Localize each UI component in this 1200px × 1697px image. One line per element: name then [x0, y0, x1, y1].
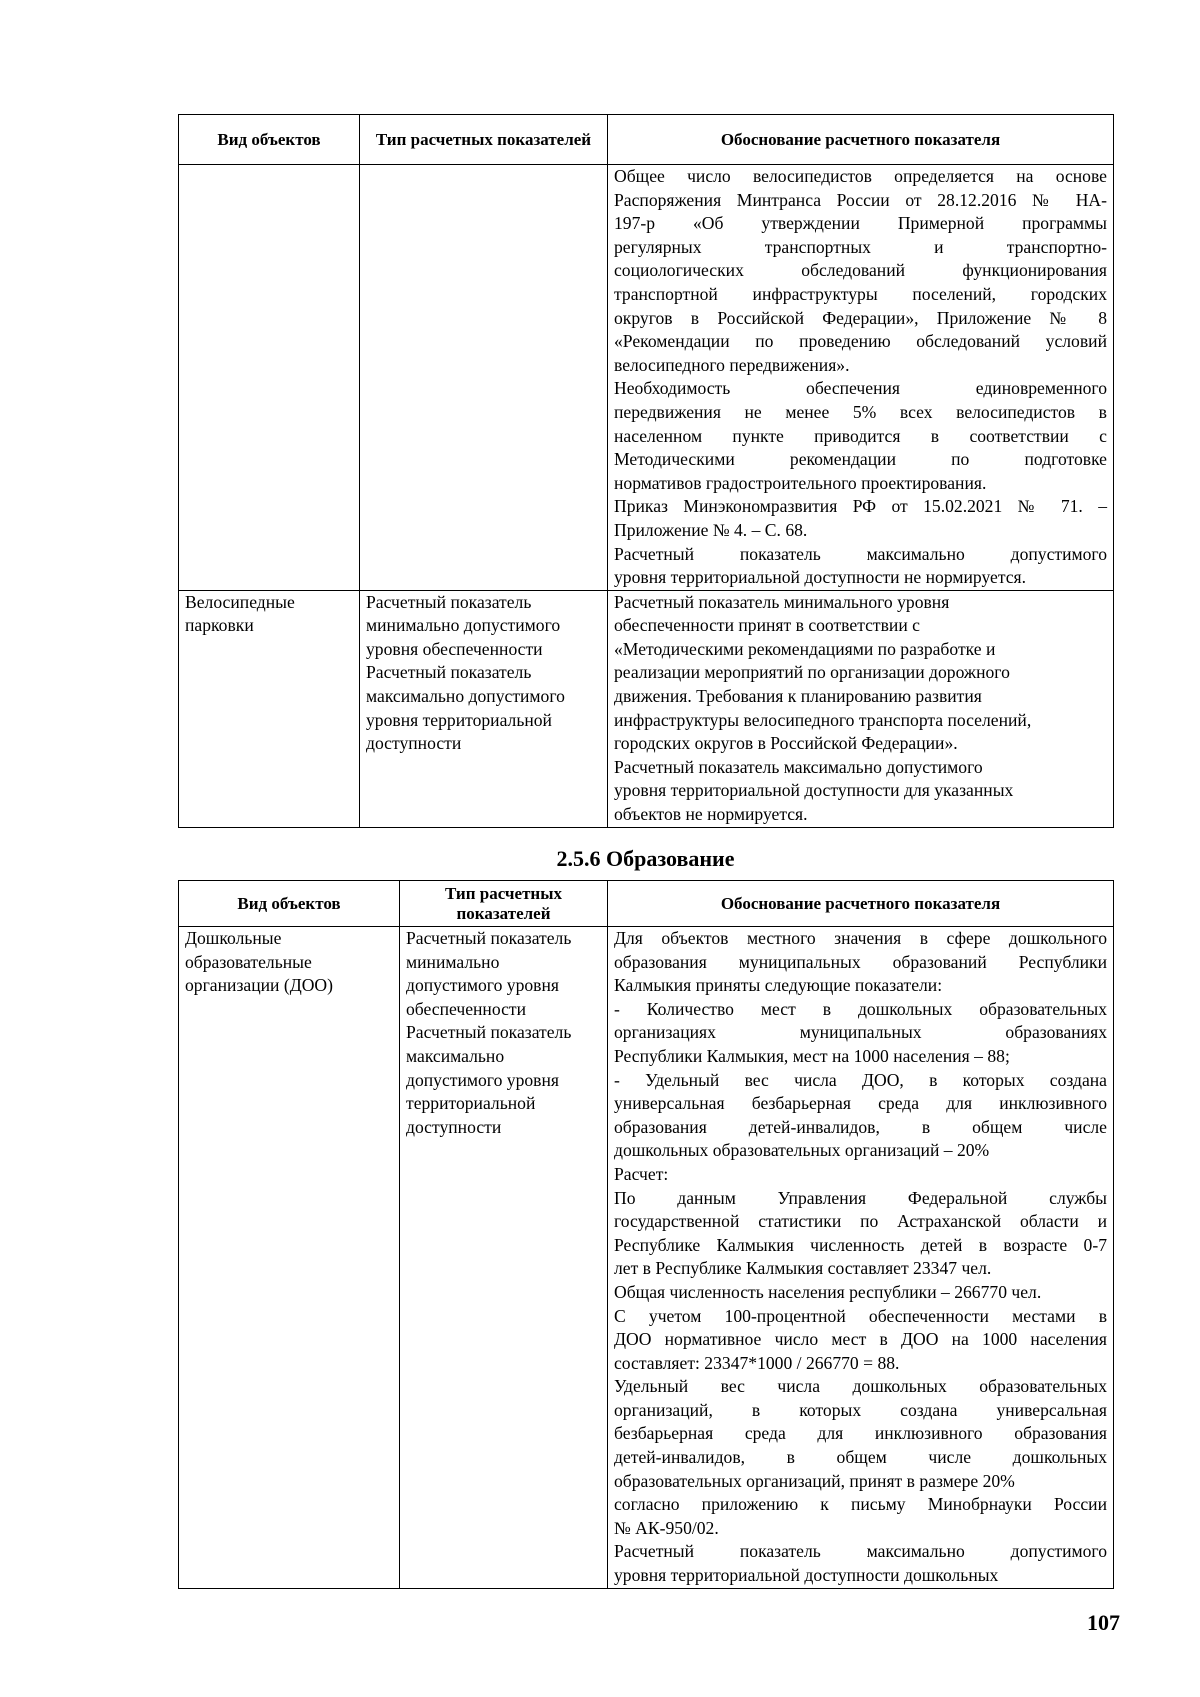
text-line: территориальной — [406, 1093, 536, 1114]
text-line: Распоряжения Минтранса России от 28.12.2016 № НА- — [614, 189, 1107, 210]
text-line: универсальная безбарьерная среда для инклюзивного — [614, 1093, 1107, 1114]
text-line: Республике Калмыкия численность детей в возрасте 0-7 — [614, 1234, 1107, 1255]
cell-justification — [608, 927, 1114, 1589]
text-line: Методическими рекомендации по подготовке — [614, 449, 1107, 470]
text-line: уровня территориальной — [366, 709, 552, 730]
indicators-table-education — [178, 880, 1114, 1589]
text-line: Расчетный показатель максимально допустимого — [614, 543, 1107, 564]
text-line: дошкольных образовательных организаций – 20% — [614, 1140, 990, 1161]
text-line: регулярных транспортных и транспортно- — [614, 236, 1107, 257]
text-line: передвижения не менее 5% всех велосипедистов в — [614, 401, 1107, 422]
text-line: ДОО нормативное число мест в ДОО на 1000 населения — [614, 1329, 1107, 1350]
header-object-type: Вид объектов — [179, 881, 400, 927]
text-line: Расчетный показатель — [366, 591, 532, 612]
text-line: минимально — [406, 951, 500, 972]
text-line: Удельный вес числа дошкольных образовательных — [614, 1376, 1107, 1397]
text-line: «Рекомендации по проведению обследований условий — [614, 331, 1107, 352]
text-line: безбарьерная среда для инклюзивного образования — [614, 1423, 1107, 1444]
page-number: 107 — [1087, 1610, 1120, 1635]
text-line: минимально допустимого — [366, 615, 561, 636]
table-row — [179, 165, 1114, 591]
table-header-row — [179, 115, 1114, 165]
header-indicator-type: Тип расчетных показателей — [360, 115, 608, 165]
text-line: Общее число велосипедистов определяется на основе — [614, 166, 1107, 186]
section-heading: 2.5.6 Образование — [556, 846, 735, 871]
indicator-type-text — [406, 927, 601, 1139]
text-line: максимально допустимого — [366, 686, 565, 707]
header-indicator-type: Тип расчетных показателей — [400, 881, 608, 927]
indicator-type-text — [366, 591, 601, 756]
text-line: Расчетный показатель максимально допустимого — [614, 1541, 1107, 1562]
text-line: уровня территориальной доступности для указанных — [614, 780, 1014, 801]
indicators-table-cycling — [178, 114, 1114, 828]
text-line: организации (ДОО) — [185, 975, 333, 996]
text-line: Велосипедные — [185, 591, 295, 612]
text-line: 197-р «Об утверждении Примерной программы — [614, 213, 1107, 234]
table-header-row — [179, 881, 1114, 927]
text-line: - Удельный вес числа ДОО, в которых создана — [614, 1069, 1107, 1090]
table-row — [179, 927, 1114, 1589]
text-line: социологических обследований функционирования — [614, 260, 1107, 281]
text-line: Общая численность населения республики – 266770 чел. — [614, 1281, 1042, 1302]
text-line: образовательных организаций, принят в размере 20% — [614, 1470, 1015, 1491]
text-line: детей-инвалидов, в общем числе дошкольных — [614, 1447, 1107, 1468]
justification-text — [614, 165, 1107, 590]
header-justification: Обоснование расчетного показателя — [608, 115, 1114, 165]
text-line: велосипедного передвижения». — [614, 354, 850, 375]
text-line: Для объектов местного значения в сфере дошкольного — [614, 928, 1107, 948]
cell-justification — [608, 590, 1114, 827]
text-line: образования муниципальных образований Республики — [614, 951, 1107, 972]
text-line: Приложение № 4. – С. 68. — [614, 519, 808, 540]
cell-object-type — [179, 927, 400, 1589]
text-line: инфраструктуры велосипедного транспорта поселений, — [614, 709, 1032, 730]
text-line: Расчет: — [614, 1163, 669, 1184]
text-line: обеспеченности принят в соответствии с — [614, 615, 920, 636]
text-line: допустимого уровня — [406, 975, 559, 996]
text-line: объектов не нормируется. — [614, 804, 808, 825]
text-line: реализации мероприятий по организации дорожного — [614, 662, 1010, 683]
text-line: составляет: 23347*1000 / 266770 = 88. — [614, 1352, 900, 1373]
header-justification: Обоснование расчетного показателя — [608, 881, 1114, 927]
text-line: государственной статистики по Астраханской области и — [614, 1211, 1107, 1232]
text-line: уровня обеспеченности — [366, 638, 543, 659]
text-line: Республики Калмыкия, мест на 1000 населения – 88; — [614, 1045, 1010, 1066]
text-line: округов в Российской Федерации», Приложение № 8 — [614, 307, 1107, 328]
cell-object-type — [179, 590, 360, 827]
text-line: Необходимость обеспечения единовременного — [614, 378, 1107, 399]
text-line: городских округов в Российской Федерации». — [614, 733, 958, 754]
text-line: № АК-950/02. — [614, 1517, 719, 1538]
cell-indicator-type — [400, 927, 608, 1589]
text-line: Дошкольные — [185, 928, 282, 948]
text-line: уровня территориальной доступности не нормируется. — [614, 567, 1027, 588]
text-line: «Методическими рекомендациями по разработке и — [614, 638, 996, 659]
text-line: доступности — [366, 733, 462, 754]
text-line: транспортной инфраструктуры поселений, городских — [614, 283, 1107, 304]
object-type-text — [185, 927, 393, 998]
text-line: Расчетный показатель — [406, 1022, 572, 1043]
cell-indicator-type — [360, 590, 608, 827]
text-line: Расчетный показатель — [406, 928, 572, 948]
text-line: Калмыкия приняты следующие показатели: — [614, 975, 943, 996]
text-line: Расчетный показатель минимального уровня — [614, 591, 950, 612]
text-line: образовательные — [185, 951, 312, 972]
text-line: образования детей-инвалидов, в общем числе — [614, 1116, 1107, 1137]
object-type-text — [185, 591, 353, 638]
text-line: лет в Республике Калмыкия составляет 23347 чел. — [614, 1258, 992, 1279]
text-line: максимально — [406, 1045, 505, 1066]
header-object-type: Вид объектов — [179, 115, 360, 165]
text-line: организациях муниципальных образованиях — [614, 1022, 1107, 1043]
text-line: Расчетный показатель максимально допустимого — [614, 756, 983, 777]
text-line: обеспеченности — [406, 998, 526, 1019]
text-line: доступности — [406, 1116, 502, 1137]
text-line: движения. Требования к планированию развития — [614, 686, 982, 707]
text-line: допустимого уровня — [406, 1069, 559, 1090]
text-line: Приказ Минэкономразвития РФ от 15.02.2021 № 71. – — [614, 496, 1107, 517]
text-line: уровня территориальной доступности дошкольных — [614, 1565, 999, 1586]
cell-justification — [608, 165, 1114, 591]
text-line: организаций, в которых создана универсальная — [614, 1399, 1107, 1420]
justification-text — [614, 591, 1107, 827]
text-line: С учетом 100-процентной обеспеченности местами в — [614, 1305, 1107, 1326]
text-line: нормативов градостроительного проектирования. — [614, 472, 987, 493]
cell-indicator-type — [360, 165, 608, 591]
text-line: - Количество мест в дошкольных образовательных — [614, 998, 1107, 1019]
text-line: населенном пункте приводится в соответствии с — [614, 425, 1107, 446]
table-row — [179, 590, 1114, 827]
text-line: По данным Управления Федеральной службы — [614, 1187, 1107, 1208]
text-line: Расчетный показатель — [366, 662, 532, 683]
text-line: согласно приложению к письму Минобрнауки России — [614, 1494, 1107, 1515]
cell-object-type — [179, 165, 360, 591]
text-line: парковки — [185, 615, 254, 636]
justification-text — [614, 927, 1107, 1588]
